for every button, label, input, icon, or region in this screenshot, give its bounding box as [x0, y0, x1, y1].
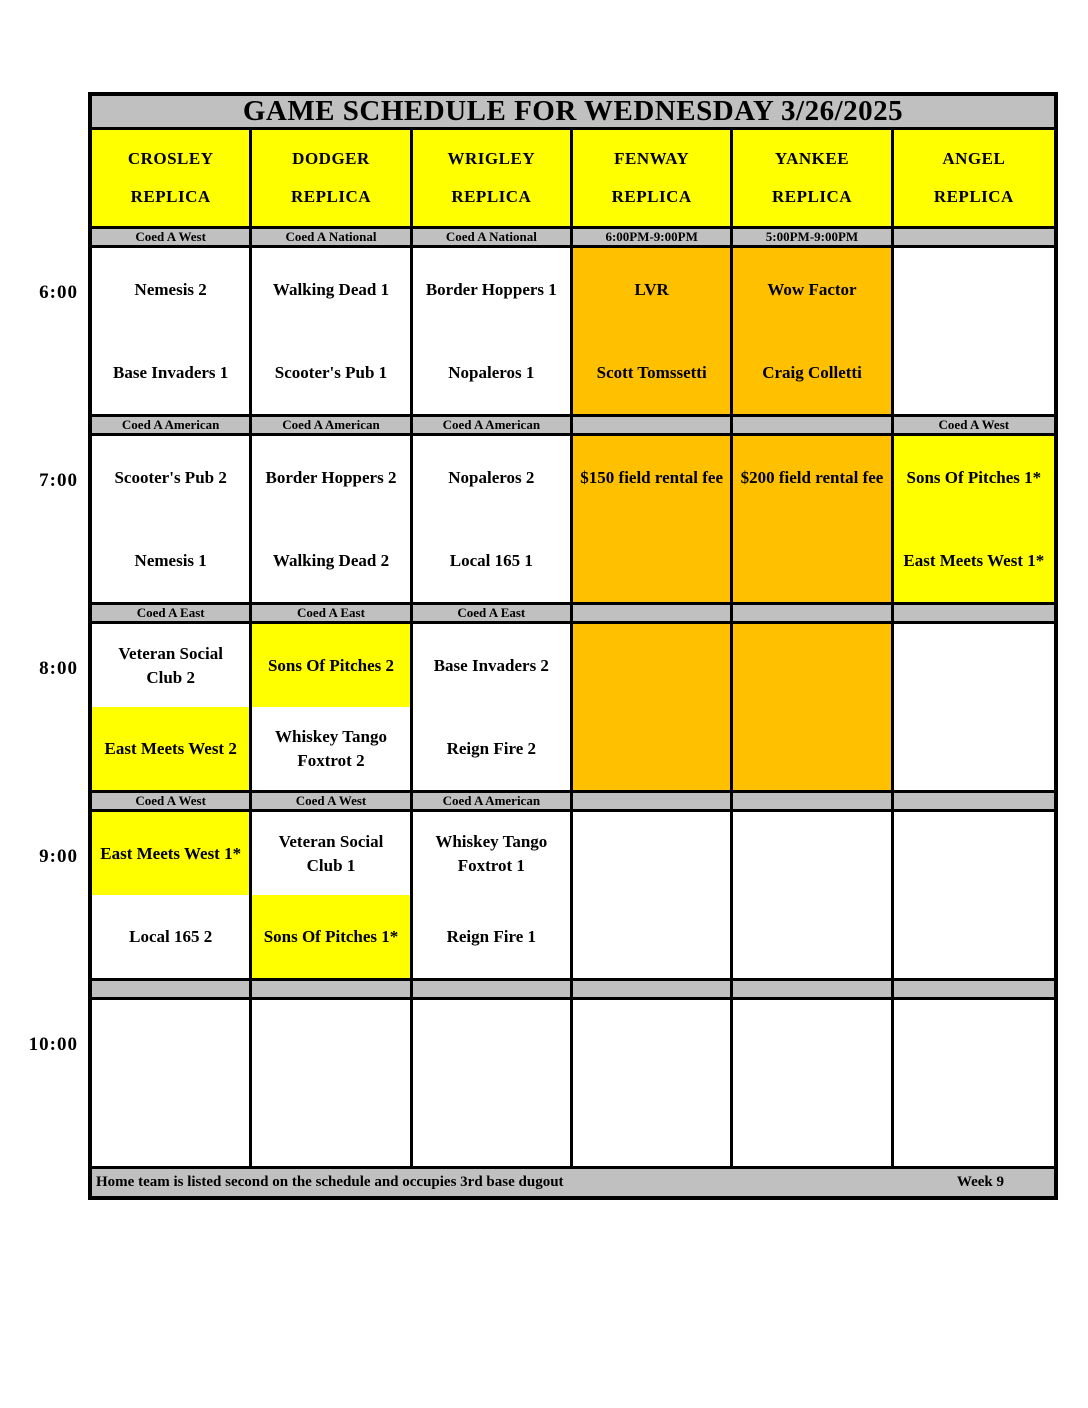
empty-cell	[894, 707, 1054, 790]
schedule-body	[92, 226, 1054, 1166]
field-type: REPLICA	[130, 187, 211, 207]
league-label: Coed A American	[413, 414, 573, 436]
game-cell: Reign Fire 2	[413, 707, 573, 790]
league-label	[413, 978, 573, 1000]
hour-band-700	[92, 414, 1054, 602]
hour-band-800	[92, 602, 1054, 790]
time-label-900: 9:00	[39, 846, 78, 867]
page-title: GAME SCHEDULE FOR WEDNESDAY 3/26/2025	[92, 96, 1054, 130]
league-label: Coed A West	[92, 790, 252, 812]
empty-cell	[252, 1083, 412, 1166]
game-cell: Nemesis 1	[92, 519, 252, 602]
league-label: Coed A East	[252, 602, 412, 624]
game-cell: Scooter's Pub 2	[92, 436, 252, 519]
field-name: ANGEL	[942, 148, 1006, 168]
league-label: Coed A West	[894, 414, 1054, 436]
game-cell: Reign Fire 1	[413, 895, 573, 978]
league-label: 5:00PM-9:00PM	[733, 226, 893, 248]
field-name: FENWAY	[614, 148, 690, 168]
league-label	[894, 978, 1054, 1000]
league-label: Coed A American	[92, 414, 252, 436]
hour-band-600	[92, 226, 1054, 414]
empty-cell	[573, 895, 733, 978]
time-label-800: 8:00	[39, 658, 78, 679]
empty-cell	[733, 1000, 893, 1083]
empty-cell	[413, 1083, 573, 1166]
league-label	[573, 790, 733, 812]
game-cell: LVR	[573, 248, 733, 331]
empty-cell	[92, 1000, 252, 1083]
time-label-700: 7:00	[39, 470, 78, 491]
field-type: REPLICA	[611, 187, 692, 207]
game-cell: $150 field rental fee	[573, 436, 733, 519]
empty-cell	[573, 519, 733, 602]
empty-cell	[252, 1000, 412, 1083]
empty-cell	[733, 519, 893, 602]
game-cell: Nopaleros 2	[413, 436, 573, 519]
game-cell: Local 165 2	[92, 895, 252, 978]
empty-cell	[92, 1083, 252, 1166]
field-header-row	[92, 130, 1054, 226]
game-cell: Scott Tomssetti	[573, 331, 733, 414]
game-cell: Border Hoppers 1	[413, 248, 573, 331]
schedule-table	[88, 92, 1058, 1200]
game-cell: Walking Dead 2	[252, 519, 412, 602]
league-label	[733, 414, 893, 436]
game-cell: East Meets West 2	[92, 707, 252, 790]
game-cell: Whiskey Tango Foxtrot 1	[413, 812, 573, 895]
game-cell: Craig Colletti	[733, 331, 893, 414]
empty-cell	[894, 895, 1054, 978]
footer-note: Home team is listed second on the schedule and occupies 3rd base dugout	[96, 1174, 564, 1190]
league-label: Coed A West	[92, 226, 252, 248]
league-label: Coed A American	[252, 414, 412, 436]
league-label: Coed A East	[92, 602, 252, 624]
game-cell: Nemesis 2	[92, 248, 252, 331]
field-name: DODGER	[292, 148, 370, 168]
game-cell: Veteran Social Club 2	[92, 624, 252, 707]
empty-cell	[894, 624, 1054, 707]
league-label	[733, 978, 893, 1000]
game-cell: Whiskey Tango Foxtrot 2	[252, 707, 412, 790]
league-label	[733, 790, 893, 812]
game-cell: Local 165 1	[413, 519, 573, 602]
league-label: Coed A National	[413, 226, 573, 248]
hour-band-900	[92, 790, 1054, 978]
game-cell: Wow Factor	[733, 248, 893, 331]
league-label	[252, 978, 412, 1000]
field-header-fenway	[573, 130, 733, 226]
league-label: Coed A West	[252, 790, 412, 812]
empty-cell	[733, 812, 893, 895]
game-cell: Sons Of Pitches 1*	[894, 436, 1054, 519]
game-cell: East Meets West 1*	[92, 812, 252, 895]
league-label: Coed A American	[413, 790, 573, 812]
league-label	[894, 602, 1054, 624]
time-label-1000: 10:00	[28, 1034, 78, 1055]
league-label	[733, 602, 893, 624]
empty-cell	[733, 1083, 893, 1166]
empty-cell	[573, 1000, 733, 1083]
field-type: REPLICA	[933, 187, 1014, 207]
field-name: CROSLEY	[127, 148, 214, 168]
empty-cell	[733, 624, 893, 707]
league-label	[573, 414, 733, 436]
field-header-angel	[894, 130, 1054, 226]
field-type: REPLICA	[451, 187, 532, 207]
game-cell: $200 field rental fee	[733, 436, 893, 519]
time-label-600: 6:00	[39, 282, 78, 303]
game-cell: Veteran Social Club 1	[252, 812, 412, 895]
empty-cell	[413, 1000, 573, 1083]
empty-cell	[733, 707, 893, 790]
field-header-crosley	[92, 130, 252, 226]
empty-cell	[573, 1083, 733, 1166]
field-header-dodger	[252, 130, 412, 226]
empty-cell	[573, 624, 733, 707]
empty-cell	[894, 248, 1054, 331]
league-label	[894, 226, 1054, 248]
game-cell: Scooter's Pub 1	[252, 331, 412, 414]
field-header-wrigley	[413, 130, 573, 226]
game-cell: Sons Of Pitches 1*	[252, 895, 412, 978]
empty-cell	[894, 812, 1054, 895]
field-header-yankee	[733, 130, 893, 226]
field-type: REPLICA	[771, 187, 852, 207]
empty-cell	[573, 812, 733, 895]
game-cell: Border Hoppers 2	[252, 436, 412, 519]
empty-cell	[733, 895, 893, 978]
empty-cell	[894, 1083, 1054, 1166]
league-label: 6:00PM-9:00PM	[573, 226, 733, 248]
game-cell: Base Invaders 1	[92, 331, 252, 414]
game-cell: Walking Dead 1	[252, 248, 412, 331]
league-label	[92, 978, 252, 1000]
game-cell: Base Invaders 2	[413, 624, 573, 707]
league-label	[894, 790, 1054, 812]
field-name: WRIGLEY	[447, 148, 536, 168]
empty-cell	[894, 331, 1054, 414]
field-name: YANKEE	[774, 148, 850, 168]
footer-bar	[92, 1166, 1054, 1196]
empty-cell	[894, 1000, 1054, 1083]
week-label: Week 9	[956, 1174, 1004, 1190]
game-cell: Nopaleros 1	[413, 331, 573, 414]
game-cell: Sons Of Pitches 2	[252, 624, 412, 707]
league-label: Coed A National	[252, 226, 412, 248]
league-label: Coed A East	[413, 602, 573, 624]
field-type: REPLICA	[290, 187, 371, 207]
empty-cell	[573, 707, 733, 790]
league-label	[573, 602, 733, 624]
league-label	[573, 978, 733, 1000]
hour-band-1000	[92, 978, 1054, 1166]
game-cell: East Meets West 1*	[894, 519, 1054, 602]
